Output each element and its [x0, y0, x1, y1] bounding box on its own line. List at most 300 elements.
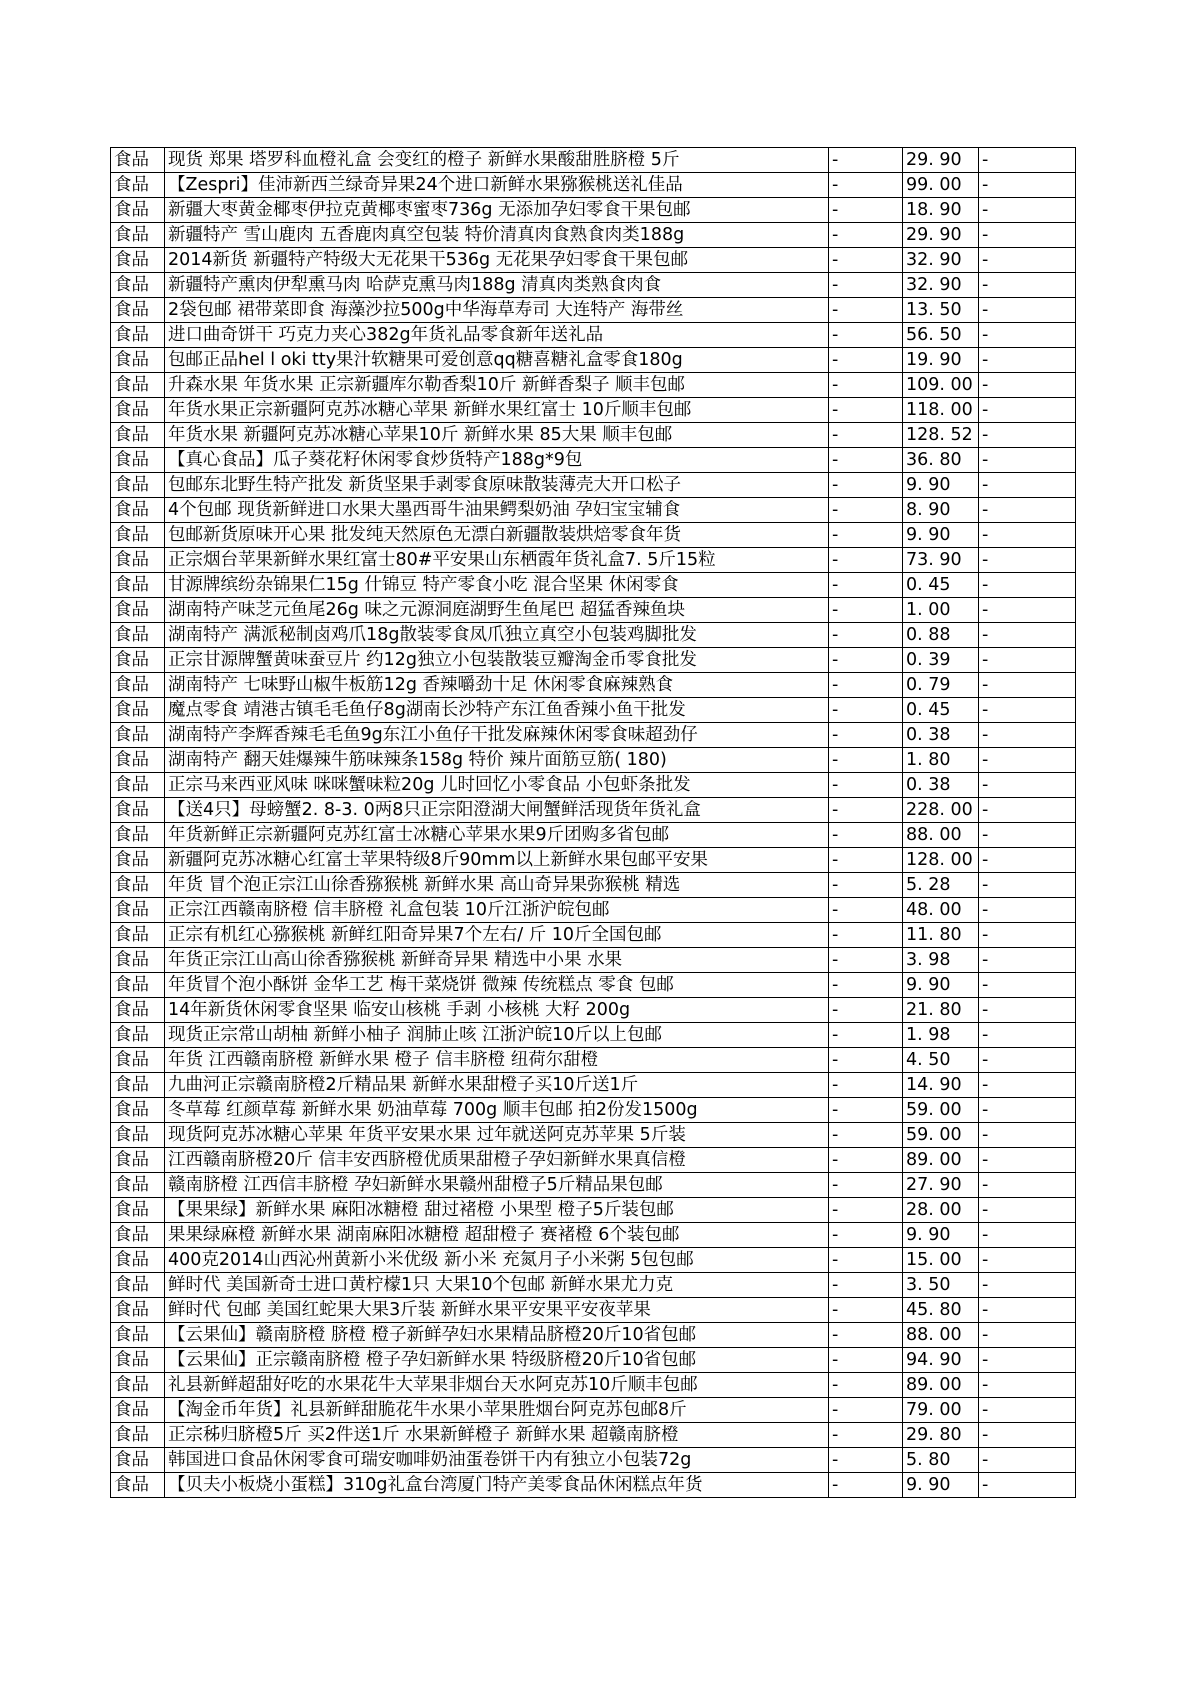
dash-cell: -: [829, 1173, 903, 1198]
table-row: [111, 973, 1076, 998]
table-row: [111, 473, 1076, 498]
dash-cell-2: -: [979, 973, 1076, 998]
price-cell: 29. 80: [903, 1423, 979, 1448]
table-row: [111, 598, 1076, 623]
price-cell: 0. 45: [903, 573, 979, 598]
product-name-cell: 礼县新鲜超甜好吃的水果花牛大苹果非烟台天水阿克苏10斤顺丰包邮: [165, 1373, 829, 1398]
table-row: [111, 623, 1076, 648]
dash-cell: -: [829, 223, 903, 248]
price-cell: 15. 00: [903, 1248, 979, 1273]
category-cell: 食品: [111, 498, 165, 523]
dash-cell-2: -: [979, 348, 1076, 373]
dash-cell: -: [829, 1148, 903, 1173]
category-cell: 食品: [111, 1173, 165, 1198]
dash-cell: -: [829, 898, 903, 923]
category-cell: 食品: [111, 1123, 165, 1148]
product-name-cell: 正宗秭归脐橙5斤 买2件送1斤 水果新鲜橙子 新鲜水果 超赣南脐橙: [165, 1423, 829, 1448]
dash-cell-2: -: [979, 273, 1076, 298]
price-cell: 89. 00: [903, 1373, 979, 1398]
table-row: [111, 1423, 1076, 1448]
product-name-cell: 14年新货休闲零食坚果 临安山核桃 手剥 小核桃 大籽 200g: [165, 998, 829, 1023]
dash-cell-2: -: [979, 623, 1076, 648]
price-cell: 9. 90: [903, 523, 979, 548]
category-cell: 食品: [111, 398, 165, 423]
dash-cell: -: [829, 348, 903, 373]
dash-cell: -: [829, 1448, 903, 1473]
dash-cell: -: [829, 1223, 903, 1248]
category-cell: 食品: [111, 1373, 165, 1398]
price-cell: 9. 90: [903, 473, 979, 498]
product-table-body: [111, 148, 1076, 1498]
category-cell: 食品: [111, 1198, 165, 1223]
category-cell: 食品: [111, 1398, 165, 1423]
dash-cell-2: -: [979, 1248, 1076, 1273]
price-cell: 128. 52: [903, 423, 979, 448]
dash-cell-2: -: [979, 1448, 1076, 1473]
dash-cell: -: [829, 173, 903, 198]
product-name-cell: 包邮正品hel l oki tty果汁软糖果可爱创意qq糖喜糖礼盒零食180g: [165, 348, 829, 373]
product-name-cell: 【云果仙】赣南脐橙 脐橙 橙子新鲜孕妇水果精品脐橙20斤10省包邮: [165, 1323, 829, 1348]
table-row: [111, 423, 1076, 448]
dash-cell-2: -: [979, 198, 1076, 223]
product-name-cell: 年货水果正宗新疆阿克苏冰糖心苹果 新鲜水果红富士 10斤顺丰包邮: [165, 398, 829, 423]
product-name-cell: 湖南特产李辉香辣毛毛鱼9g东江小鱼仔干批发麻辣休闲零食味超劲仔: [165, 723, 829, 748]
dash-cell: -: [829, 1348, 903, 1373]
category-cell: 食品: [111, 898, 165, 923]
dash-cell-2: -: [979, 1323, 1076, 1348]
table-row: [111, 1323, 1076, 1348]
dash-cell: -: [829, 848, 903, 873]
price-cell: 48. 00: [903, 898, 979, 923]
dash-cell-2: -: [979, 1023, 1076, 1048]
table-row: [111, 873, 1076, 898]
table-row: [111, 998, 1076, 1023]
price-cell: 99. 00: [903, 173, 979, 198]
table-row: [111, 1023, 1076, 1048]
table-row: [111, 1048, 1076, 1073]
price-cell: 1. 98: [903, 1023, 979, 1048]
dash-cell-2: -: [979, 1373, 1076, 1398]
category-cell: 食品: [111, 923, 165, 948]
dash-cell-2: -: [979, 1223, 1076, 1248]
product-name-cell: 年货新鲜正宗新疆阿克苏红富士冰糖心苹果水果9斤团购多省包邮: [165, 823, 829, 848]
table-row: [111, 1448, 1076, 1473]
category-cell: 食品: [111, 373, 165, 398]
price-cell: 5. 28: [903, 873, 979, 898]
price-cell: 32. 90: [903, 248, 979, 273]
category-cell: 食品: [111, 998, 165, 1023]
dash-cell-2: -: [979, 498, 1076, 523]
price-cell: 29. 90: [903, 148, 979, 173]
price-cell: 0. 39: [903, 648, 979, 673]
dash-cell: -: [829, 948, 903, 973]
table-row: [111, 723, 1076, 748]
product-name-cell: 正宗烟台苹果新鲜水果红富士80#平安果山东栖霞年货礼盒7. 5斤15粒: [165, 548, 829, 573]
product-name-cell: 新疆特产熏肉伊犁熏马肉 哈萨克熏马肉188g 清真肉类熟食肉食: [165, 273, 829, 298]
product-name-cell: 【淘金币年货】礼县新鲜甜脆花牛水果小苹果胜烟台阿克苏包邮8斤: [165, 1398, 829, 1423]
product-name-cell: 湖南特产 满派秘制卤鸡爪18g散装零食凤爪独立真空小包装鸡脚批发: [165, 623, 829, 648]
category-cell: 食品: [111, 298, 165, 323]
dash-cell-2: -: [979, 873, 1076, 898]
price-cell: 0. 79: [903, 673, 979, 698]
table-row: [111, 173, 1076, 198]
product-name-cell: 4个包邮 现货新鲜进口水果大墨西哥牛油果鳄梨奶油 孕妇宝宝辅食: [165, 498, 829, 523]
table-row: [111, 323, 1076, 348]
price-cell: 79. 00: [903, 1398, 979, 1423]
dash-cell: -: [829, 1023, 903, 1048]
dash-cell-2: -: [979, 1398, 1076, 1423]
price-cell: 0. 45: [903, 698, 979, 723]
product-name-cell: 400克2014山西沁州黄新小米优级 新小米 充氮月子小米粥 5包包邮: [165, 1248, 829, 1273]
price-cell: 9. 90: [903, 1473, 979, 1498]
price-cell: 3. 98: [903, 948, 979, 973]
table-row: [111, 398, 1076, 423]
product-name-cell: 鲜时代 美国新奇士进口黄柠檬1只 大果10个包邮 新鲜水果尤力克: [165, 1273, 829, 1298]
dash-cell-2: -: [979, 423, 1076, 448]
price-cell: 29. 90: [903, 223, 979, 248]
table-row: [111, 223, 1076, 248]
dash-cell: -: [829, 248, 903, 273]
table-row: [111, 573, 1076, 598]
dash-cell-2: -: [979, 223, 1076, 248]
table-row: [111, 1223, 1076, 1248]
category-cell: 食品: [111, 773, 165, 798]
dash-cell-2: -: [979, 748, 1076, 773]
dash-cell: -: [829, 748, 903, 773]
category-cell: 食品: [111, 973, 165, 998]
table-row: [111, 298, 1076, 323]
dash-cell-2: -: [979, 1073, 1076, 1098]
category-cell: 食品: [111, 223, 165, 248]
price-cell: 8. 90: [903, 498, 979, 523]
dash-cell: -: [829, 548, 903, 573]
category-cell: 食品: [111, 798, 165, 823]
table-row: [111, 523, 1076, 548]
dash-cell: -: [829, 673, 903, 698]
product-name-cell: 年货冒个泡小酥饼 金华工艺 梅干菜烧饼 微辣 传统糕点 零食 包邮: [165, 973, 829, 998]
table-row: [111, 348, 1076, 373]
category-cell: 食品: [111, 148, 165, 173]
product-name-cell: 韩国进口食品休闲零食可瑞安咖啡奶油蛋卷饼干内有独立小包装72g: [165, 1448, 829, 1473]
dash-cell: -: [829, 423, 903, 448]
category-cell: 食品: [111, 848, 165, 873]
dash-cell-2: -: [979, 323, 1076, 348]
category-cell: 食品: [111, 523, 165, 548]
price-cell: 3. 50: [903, 1273, 979, 1298]
table-row: [111, 848, 1076, 873]
product-name-cell: 新疆阿克苏冰糖心红富士苹果特级8斤90mm以上新鲜水果包邮平安果: [165, 848, 829, 873]
table-row: [111, 448, 1076, 473]
dash-cell-2: -: [979, 523, 1076, 548]
price-cell: 73. 90: [903, 548, 979, 573]
product-name-cell: 果果绿麻橙 新鲜水果 湖南麻阳冰糖橙 超甜橙子 赛褚橙 6个装包邮: [165, 1223, 829, 1248]
dash-cell-2: -: [979, 1298, 1076, 1323]
price-cell: 9. 90: [903, 1223, 979, 1248]
category-cell: 食品: [111, 598, 165, 623]
table-row: [111, 1173, 1076, 1198]
category-cell: 食品: [111, 623, 165, 648]
table-row: [111, 698, 1076, 723]
price-cell: 128. 00: [903, 848, 979, 873]
category-cell: 食品: [111, 548, 165, 573]
dash-cell: -: [829, 523, 903, 548]
dash-cell-2: -: [979, 773, 1076, 798]
dash-cell: -: [829, 473, 903, 498]
dash-cell: -: [829, 1273, 903, 1298]
price-cell: 88. 00: [903, 823, 979, 848]
dash-cell: -: [829, 798, 903, 823]
table-row: [111, 773, 1076, 798]
category-cell: 食品: [111, 1348, 165, 1373]
price-cell: 118. 00: [903, 398, 979, 423]
dash-cell-2: -: [979, 148, 1076, 173]
price-cell: 5. 80: [903, 1448, 979, 1473]
dash-cell-2: -: [979, 698, 1076, 723]
table-row: [111, 1348, 1076, 1373]
dash-cell-2: -: [979, 1098, 1076, 1123]
dash-cell-2: -: [979, 298, 1076, 323]
product-name-cell: 江西赣南脐橙20斤 信丰安西脐橙优质果甜橙子孕妇新鲜水果真信橙: [165, 1148, 829, 1173]
dash-cell: -: [829, 923, 903, 948]
category-cell: 食品: [111, 1423, 165, 1448]
dash-cell: -: [829, 873, 903, 898]
category-cell: 食品: [111, 1473, 165, 1498]
product-name-cell: 年货 江西赣南脐橙 新鲜水果 橙子 信丰脐橙 纽荷尔甜橙: [165, 1048, 829, 1073]
price-cell: 45. 80: [903, 1298, 979, 1323]
table-row: [111, 1123, 1076, 1148]
dash-cell: -: [829, 398, 903, 423]
product-name-cell: 【真心食品】瓜子葵花籽休闲零食炒货特产188g*9包: [165, 448, 829, 473]
category-cell: 食品: [111, 473, 165, 498]
table-row: [111, 1198, 1076, 1223]
product-name-cell: 冬草莓 红颜草莓 新鲜水果 奶油草莓 700g 顺丰包邮 拍2份发1500g: [165, 1098, 829, 1123]
category-cell: 食品: [111, 1223, 165, 1248]
dash-cell: -: [829, 323, 903, 348]
dash-cell: -: [829, 1323, 903, 1348]
dash-cell: -: [829, 823, 903, 848]
category-cell: 食品: [111, 273, 165, 298]
price-cell: 13. 50: [903, 298, 979, 323]
table-row: [111, 948, 1076, 973]
category-cell: 食品: [111, 1248, 165, 1273]
dash-cell-2: -: [979, 948, 1076, 973]
dash-cell: -: [829, 1473, 903, 1498]
dash-cell: -: [829, 623, 903, 648]
category-cell: 食品: [111, 448, 165, 473]
category-cell: 食品: [111, 248, 165, 273]
dash-cell-2: -: [979, 398, 1076, 423]
product-name-cell: 【云果仙】正宗赣南脐橙 橙子孕妇新鲜水果 特级脐橙20斤10省包邮: [165, 1348, 829, 1373]
product-name-cell: 湖南特产 翻天娃爆辣牛筋味辣条158g 特价 辣片面筋豆筋( 180): [165, 748, 829, 773]
product-name-cell: 新疆大枣黄金椰枣伊拉克黄椰枣蜜枣736g 无添加孕妇零食干果包邮: [165, 198, 829, 223]
dash-cell-2: -: [979, 1048, 1076, 1073]
price-cell: 0. 38: [903, 773, 979, 798]
product-name-cell: 包邮新货原味开心果 批发纯天然原色无漂白新疆散装烘焙零食年货: [165, 523, 829, 548]
product-table: [110, 147, 1076, 1498]
category-cell: 食品: [111, 423, 165, 448]
dash-cell-2: -: [979, 448, 1076, 473]
category-cell: 食品: [111, 348, 165, 373]
price-cell: 21. 80: [903, 998, 979, 1023]
dash-cell: -: [829, 1123, 903, 1148]
dash-cell-2: -: [979, 673, 1076, 698]
category-cell: 食品: [111, 648, 165, 673]
table-row: [111, 248, 1076, 273]
price-cell: 94. 90: [903, 1348, 979, 1373]
dash-cell: -: [829, 498, 903, 523]
dash-cell: -: [829, 1248, 903, 1273]
category-cell: 食品: [111, 198, 165, 223]
table-row: [111, 273, 1076, 298]
dash-cell-2: -: [979, 1423, 1076, 1448]
product-name-cell: 升森水果 年货水果 正宗新疆库尔勒香梨10斤 新鲜香梨子 顺丰包邮: [165, 373, 829, 398]
product-name-cell: 正宗甘源牌蟹黄味蚕豆片 约12g独立小包装散装豆瓣淘金币零食批发: [165, 648, 829, 673]
dash-cell: -: [829, 648, 903, 673]
dash-cell: -: [829, 1298, 903, 1323]
dash-cell-2: -: [979, 473, 1076, 498]
category-cell: 食品: [111, 673, 165, 698]
product-name-cell: 湖南特产味芝元鱼尾26g 味之元源洞庭湖野生鱼尾巴 超猛香辣鱼块: [165, 598, 829, 623]
price-cell: 89. 00: [903, 1148, 979, 1173]
product-name-cell: 现货阿克苏冰糖心苹果 年货平安果水果 过年就送阿克苏苹果 5斤装: [165, 1123, 829, 1148]
dash-cell: -: [829, 1198, 903, 1223]
dash-cell-2: -: [979, 823, 1076, 848]
dash-cell: -: [829, 148, 903, 173]
dash-cell-2: -: [979, 1273, 1076, 1298]
dash-cell: -: [829, 1073, 903, 1098]
product-name-cell: 【贝夫小板烧小蛋糕】310g礼盒台湾厦门特产美零食品休闲糕点年货: [165, 1473, 829, 1498]
dash-cell-2: -: [979, 1148, 1076, 1173]
category-cell: 食品: [111, 1073, 165, 1098]
product-name-cell: 新疆特产 雪山鹿肉 五香鹿肉真空包装 特价清真肉食熟食肉类188g: [165, 223, 829, 248]
product-name-cell: 【Zespri】佳沛新西兰绿奇异果24个进口新鲜水果猕猴桃送礼佳品: [165, 173, 829, 198]
price-cell: 1. 80: [903, 748, 979, 773]
dash-cell: -: [829, 973, 903, 998]
dash-cell: -: [829, 198, 903, 223]
product-name-cell: 年货水果 新疆阿克苏冰糖心苹果10斤 新鲜水果 85大果 顺丰包邮: [165, 423, 829, 448]
dash-cell: -: [829, 1048, 903, 1073]
product-name-cell: 湖南特产 七味野山椒牛板筋12g 香辣嚼劲十足 休闲零食麻辣熟食: [165, 673, 829, 698]
price-cell: 59. 00: [903, 1098, 979, 1123]
table-row: [111, 823, 1076, 848]
dash-cell: -: [829, 1373, 903, 1398]
dash-cell-2: -: [979, 548, 1076, 573]
category-cell: 食品: [111, 823, 165, 848]
category-cell: 食品: [111, 698, 165, 723]
table-row: [111, 1273, 1076, 1298]
dash-cell: -: [829, 448, 903, 473]
price-cell: 36. 80: [903, 448, 979, 473]
dash-cell: -: [829, 698, 903, 723]
price-cell: 14. 90: [903, 1073, 979, 1098]
price-cell: 11. 80: [903, 923, 979, 948]
dash-cell-2: -: [979, 1348, 1076, 1373]
category-cell: 食品: [111, 723, 165, 748]
dash-cell: -: [829, 598, 903, 623]
dash-cell: -: [829, 773, 903, 798]
dash-cell-2: -: [979, 998, 1076, 1023]
price-cell: 59. 00: [903, 1123, 979, 1148]
dash-cell: -: [829, 373, 903, 398]
table-row: [111, 748, 1076, 773]
category-cell: 食品: [111, 1323, 165, 1348]
table-row: [111, 198, 1076, 223]
table-row: [111, 1148, 1076, 1173]
product-name-cell: 现货正宗常山胡柚 新鲜小柚子 润肺止咳 江浙沪皖10斤以上包邮: [165, 1023, 829, 1048]
dash-cell-2: -: [979, 798, 1076, 823]
product-name-cell: 赣南脐橙 江西信丰脐橙 孕妇新鲜水果赣州甜橙子5斤精品果包邮: [165, 1173, 829, 1198]
price-cell: 19. 90: [903, 348, 979, 373]
dash-cell-2: -: [979, 1473, 1076, 1498]
category-cell: 食品: [111, 323, 165, 348]
category-cell: 食品: [111, 1023, 165, 1048]
category-cell: 食品: [111, 1098, 165, 1123]
price-cell: 0. 88: [903, 623, 979, 648]
price-cell: 9. 90: [903, 973, 979, 998]
price-cell: 18. 90: [903, 198, 979, 223]
dash-cell-2: -: [979, 1123, 1076, 1148]
dash-cell: -: [829, 273, 903, 298]
dash-cell: -: [829, 1098, 903, 1123]
product-name-cell: 现货 郑果 塔罗科血橙礼盒 会变红的橙子 新鲜水果酸甜胜脐橙 5斤: [165, 148, 829, 173]
dash-cell: -: [829, 1423, 903, 1448]
product-name-cell: 魔点零食 靖港古镇毛毛鱼仔8g湖南长沙特产东江鱼香辣小鱼干批发: [165, 698, 829, 723]
table-row: [111, 673, 1076, 698]
product-name-cell: 进口曲奇饼干 巧克力夹心382g年货礼品零食新年送礼品: [165, 323, 829, 348]
dash-cell: -: [829, 573, 903, 598]
category-cell: 食品: [111, 573, 165, 598]
table-row: [111, 148, 1076, 173]
product-name-cell: 正宗马来西亚风味 咪咪蟹味粒20g 儿时回忆小零食品 小包虾条批发: [165, 773, 829, 798]
price-cell: 32. 90: [903, 273, 979, 298]
category-cell: 食品: [111, 1448, 165, 1473]
price-cell: 228. 00: [903, 798, 979, 823]
price-cell: 88. 00: [903, 1323, 979, 1348]
table-row: [111, 923, 1076, 948]
dash-cell: -: [829, 298, 903, 323]
table-row: [111, 498, 1076, 523]
product-name-cell: 正宗有机红心猕猴桃 新鲜红阳奇异果7个左右/ 斤 10斤全国包邮: [165, 923, 829, 948]
table-row: [111, 373, 1076, 398]
table-row: [111, 1073, 1076, 1098]
table-row: [111, 1473, 1076, 1498]
price-cell: 109. 00: [903, 373, 979, 398]
dash-cell-2: -: [979, 723, 1076, 748]
dash-cell-2: -: [979, 173, 1076, 198]
product-name-cell: 正宗江西赣南脐橙 信丰脐橙 礼盒包装 10斤江浙沪皖包邮: [165, 898, 829, 923]
product-name-cell: 【果果绿】新鲜水果 麻阳冰糖橙 甜过褚橙 小果型 橙子5斤装包邮: [165, 1198, 829, 1223]
dash-cell-2: -: [979, 373, 1076, 398]
price-cell: 28. 00: [903, 1198, 979, 1223]
dash-cell-2: -: [979, 573, 1076, 598]
price-cell: 27. 90: [903, 1173, 979, 1198]
price-cell: 0. 38: [903, 723, 979, 748]
dash-cell-2: -: [979, 848, 1076, 873]
dash-cell: -: [829, 998, 903, 1023]
dash-cell: -: [829, 1398, 903, 1423]
table-row: [111, 1373, 1076, 1398]
table-row: [111, 1398, 1076, 1423]
product-name-cell: 【送4只】母螃蟹2. 8-3. 0两8只正宗阳澄湖大闸蟹鲜活现货年货礼盒: [165, 798, 829, 823]
product-name-cell: 2袋包邮 裙带菜即食 海藻沙拉500g中华海草寿司 大连特产 海带丝: [165, 298, 829, 323]
dash-cell-2: -: [979, 1198, 1076, 1223]
table-row: [111, 648, 1076, 673]
product-name-cell: 年货 冒个泡正宗江山徐香猕猴桃 新鲜水果 高山奇异果弥猴桃 精选: [165, 873, 829, 898]
product-name-cell: 鲜时代 包邮 美国红蛇果大果3斤装 新鲜水果平安果平安夜苹果: [165, 1298, 829, 1323]
table-row: [111, 798, 1076, 823]
dash-cell-2: -: [979, 898, 1076, 923]
category-cell: 食品: [111, 748, 165, 773]
